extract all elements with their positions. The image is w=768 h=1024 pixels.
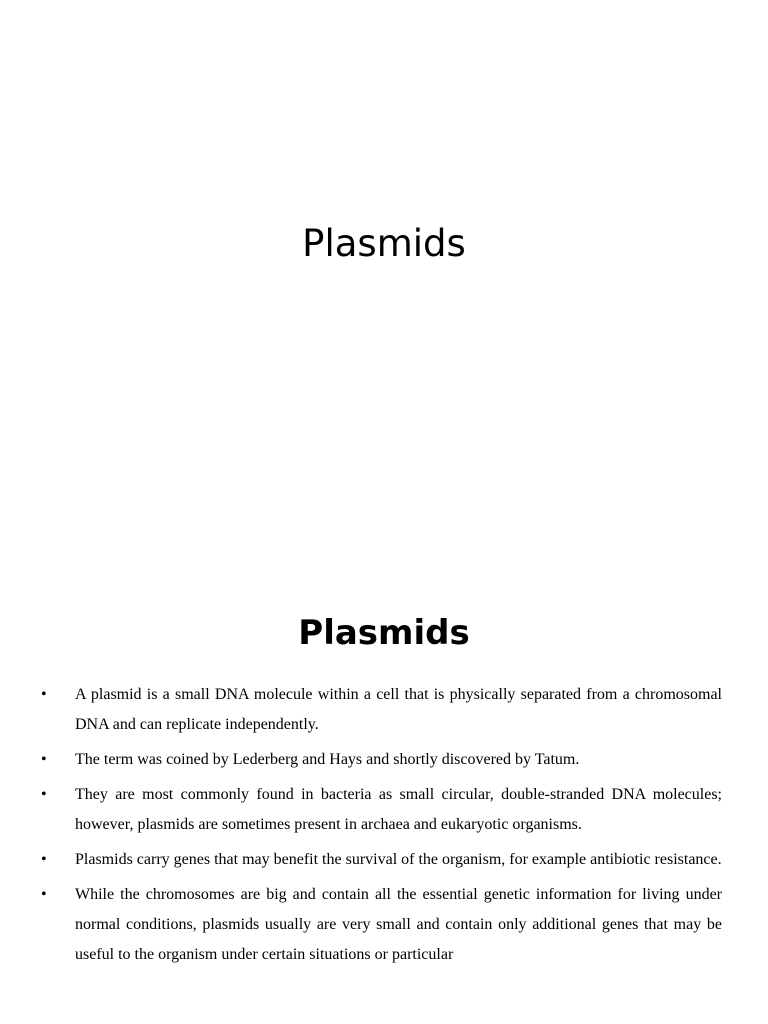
list-item bbox=[41, 745, 722, 775]
list-item bbox=[41, 845, 722, 875]
list-item bbox=[41, 780, 722, 840]
slide-title: Plasmids bbox=[302, 222, 466, 265]
bullet-text: While the chromosomes are big and contain all the essential genetic information for living under normal conditions, plasmids usually are very small and contain only additional genes that may be useful to the organism under certain situations or particular bbox=[75, 886, 722, 963]
bullet-icon: • bbox=[41, 886, 47, 903]
content-slide-title: Plasmids bbox=[298, 613, 470, 653]
bullet-icon: • bbox=[41, 686, 47, 703]
list-item bbox=[41, 880, 722, 970]
bullet-icon: • bbox=[41, 751, 47, 768]
bullet-list bbox=[41, 680, 722, 970]
bullet-icon: • bbox=[41, 851, 47, 868]
list-item bbox=[41, 680, 722, 740]
bullet-text: The term was coined by Lederberg and Hays and shortly discovered by Tatum. bbox=[75, 751, 580, 768]
bullet-text: Plasmids carry genes that may benefit the survival of the organism, for example antibiotic resistance. bbox=[75, 851, 722, 868]
content-slide bbox=[0, 576, 768, 1024]
bullet-text: A plasmid is a small DNA molecule within a cell that is physically separated from a chromosomal DNA and can replicate independently. bbox=[75, 686, 722, 733]
bullet-icon: • bbox=[41, 786, 47, 803]
bullet-text: They are most commonly found in bacteria as small circular, double-stranded DNA molecules; however, plasmids are sometimes present in archaea and eukaryotic organisms. bbox=[75, 786, 722, 833]
